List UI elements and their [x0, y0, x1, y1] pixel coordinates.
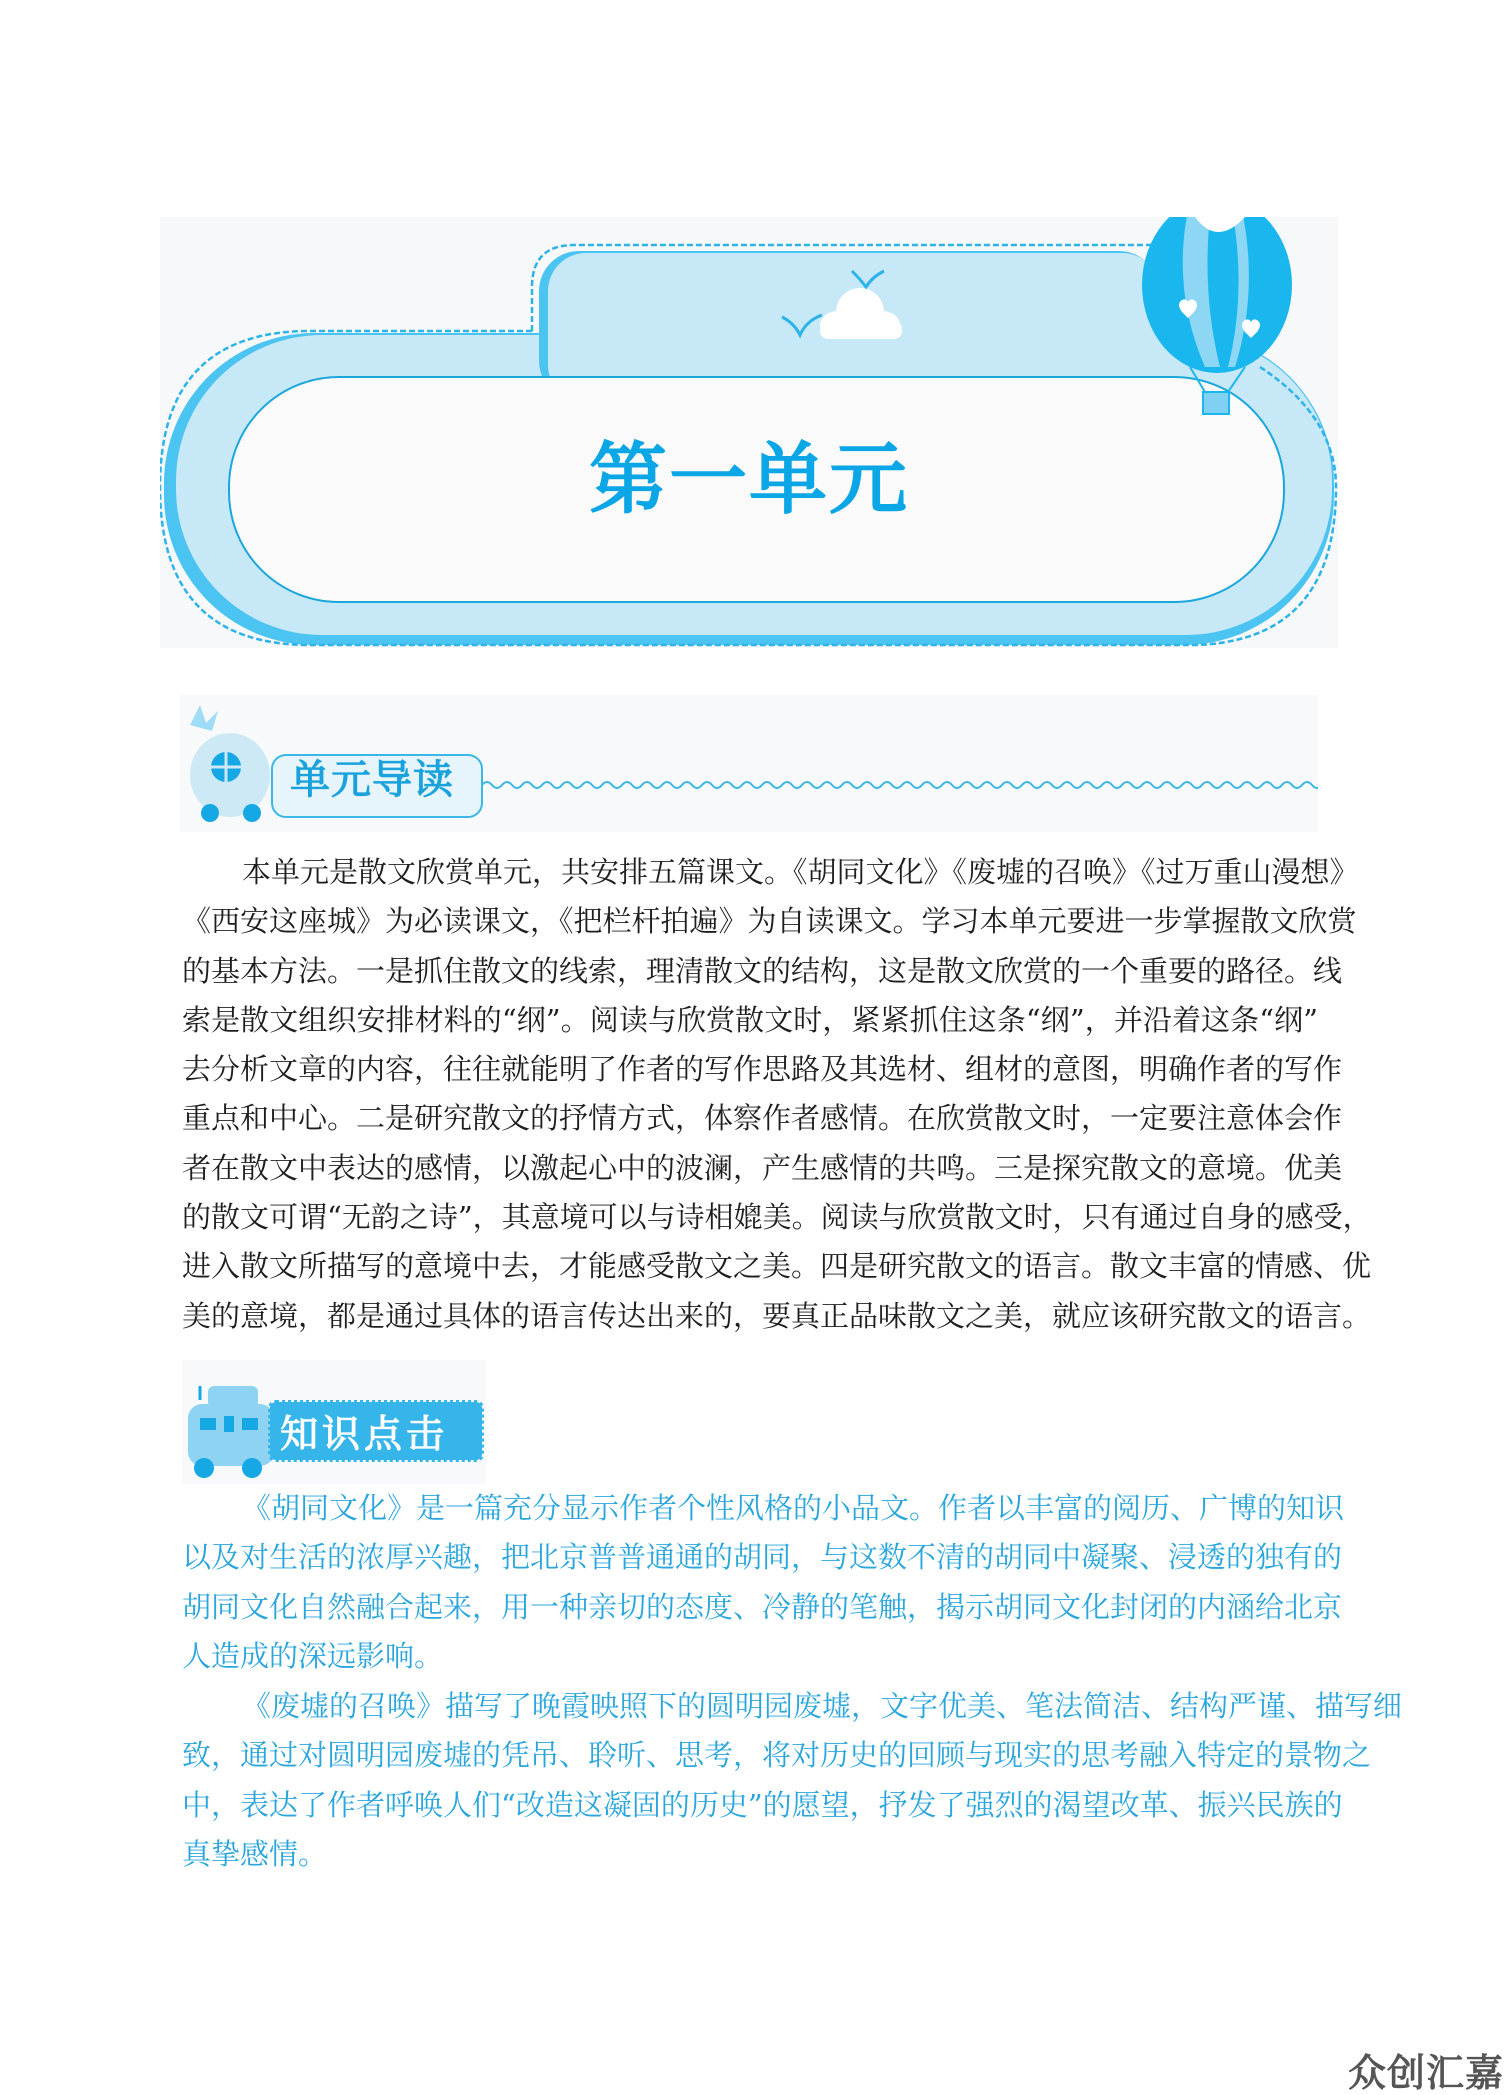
text-line: 《胡同文化》是一篇充分显示作者个性风格的小品文。作者以丰富的阅历、广博的知识 — [242, 1491, 1345, 1525]
train-icon — [188, 1386, 274, 1478]
text-line: 中，表达了作者呼唤人们“改造这凝固的历史”的愿望，抒发了强烈的渴望改革、振兴民族的 — [182, 1787, 1343, 1822]
text-line: 致，通过对圆明园废墟的凭吊、聆听、思考，将对历史的回顾与现实的思考融入特定的景物之 — [182, 1738, 1372, 1773]
bus-icon — [190, 705, 270, 822]
text-line: 《废墟的召唤》描写了晚霞映照下的圆明园废墟，文字优美、笔法简洁、结构严谨、描写细 — [242, 1689, 1403, 1723]
knowledge-paragraph — [182, 1484, 1345, 1681]
text-line: 《西安这座城》为必读课文，《把栏杆拍遍》为自读课文。学习本单元要进一步掌握散文欣赏 — [182, 904, 1357, 939]
unit-intro-paragraph — [182, 848, 1372, 1341]
unit-intro-title: 单元导读 — [290, 757, 454, 803]
unit-title: 第一单元 — [588, 435, 909, 525]
text-line: 者在散文中表达的感情，以激起心中的波澜，产生感情的共鸣。三是探究散文的意境。优美 — [182, 1150, 1343, 1185]
text-line: 去分析文章的内容，往往就能明了作者的写作思路及其选材、组材的意图，明确作者的写作 — [182, 1052, 1343, 1087]
text-line: 的散文可谓“无韵之诗”，其意境可以与诗相媲美。阅读与欣赏散文时，只有通过自身的感受， — [182, 1200, 1372, 1235]
text-line: 进入散文所描写的意境中去，才能感受散文之美。四是研究散文的语言。散文丰富的情感、优 — [182, 1249, 1372, 1284]
text-line: 人造成的深远影响。 — [182, 1638, 444, 1673]
knowledge-title: 知识点击 — [280, 1412, 449, 1456]
knowledge-paragraph — [182, 1682, 1403, 1879]
text-line: 胡同文化自然融合起来，用一种亲切的态度、冷静的笔触，揭示胡同文化封闭的内涵给北京 — [182, 1589, 1343, 1624]
text-line: 真挚感情。 — [182, 1836, 328, 1871]
text-line: 美的意境，都是通过具体的语言传达出来的，要真正品味散文之美，就应该研究散文的语言。 — [182, 1298, 1372, 1333]
text-line: 本单元是散文欣赏单元，共安排五篇课文。《胡同文化》《废墟的召唤》《过万重山漫想》 — [242, 855, 1359, 889]
text-line: 以及对生活的浓厚兴趣，把北京普普通通的胡同，与这数不清的胡同中凝聚、浸透的独有的 — [182, 1540, 1343, 1575]
text-line: 重点和中心。二是研究散文的抒情方式，体察作者感情。在欣赏散文时，一定要注意体会作 — [182, 1101, 1343, 1136]
watermark: 众创汇嘉 — [1347, 2051, 1504, 2095]
text-line: 的基本方法。一是抓住散文的线索，理清散文的结构，这是散文欣赏的一个重要的路径。线 — [182, 953, 1343, 988]
text-line: 索是散文组织安排材料的“纲”。阅读与欣赏散文时，紧紧抓住这条“纲”，并沿着这条“纲” — [182, 1002, 1318, 1037]
